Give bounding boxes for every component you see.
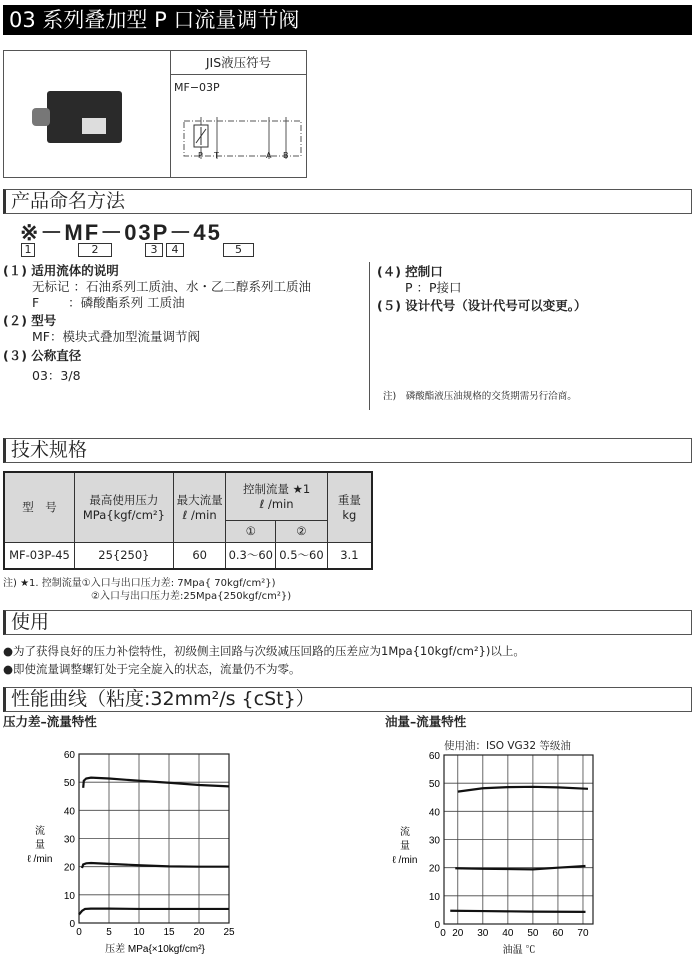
y-tick-label: 0 <box>434 920 440 931</box>
item-4-label: (４) 控制口 <box>377 264 443 279</box>
x-tick-label: 20 <box>452 928 464 939</box>
y-tick-label: 50 <box>428 779 440 791</box>
cell-c1: 0.3～60 <box>226 542 276 569</box>
x-tick-label: 60 <box>552 928 564 939</box>
x-tick-label: 0 <box>440 928 446 939</box>
code-box-1: 1 <box>21 243 35 257</box>
spec-table <box>3 471 373 570</box>
item-3-label: (３) 公称直径 <box>3 348 82 363</box>
cell-weight: 3.1 <box>327 542 372 569</box>
x-tick-label: 5 <box>106 927 112 938</box>
y-axis-label: 流 <box>400 827 410 838</box>
item-3-line: 03：3/8 <box>32 368 81 383</box>
divider <box>369 262 370 410</box>
x-tick-label: 20 <box>193 927 205 938</box>
series-line-2 <box>82 863 229 868</box>
cell-maxflow: 60 <box>173 542 226 569</box>
x-tick-label: 15 <box>163 927 175 938</box>
x-tick-label: 70 <box>577 928 589 939</box>
page-title: 03 系列叠加型 P 口流量调节阀 <box>3 5 692 35</box>
code-box-3: 3 <box>145 243 163 257</box>
y-tick-label: 40 <box>428 807 440 819</box>
y-tick-label: 50 <box>63 778 75 790</box>
symbol-model: MF−03P <box>174 81 220 94</box>
y-axis-label: 量 <box>400 841 410 852</box>
series-line-1 <box>458 787 588 792</box>
naming-note: 注) 磷酸酯液压油规格的交货期需另行洽商。 <box>383 391 577 402</box>
y-tick-label: 60 <box>63 750 75 761</box>
y-tick-label: 0 <box>69 919 75 930</box>
y-axis-label: 量 <box>35 840 45 851</box>
x-axis-label: 油温 ℃ <box>502 945 536 956</box>
item-1-label: (１) 适用流体的说明 <box>3 263 119 278</box>
x-tick-label: 50 <box>527 928 539 939</box>
cell-pressure: 25{250} <box>74 542 173 569</box>
cell-c2: 0.5～60 <box>276 542 328 569</box>
th-model: 型 号 <box>4 472 74 542</box>
y-axis-label: ℓ /min <box>392 855 418 866</box>
hydraulic-symbol <box>174 109 309 159</box>
performance-heading: 性能曲线（粘度:32mm²/s {cSt}） <box>3 687 692 712</box>
th-c1: ① <box>226 520 276 542</box>
specs-heading: 技术规格 <box>3 438 692 463</box>
y-tick-label: 60 <box>428 751 440 762</box>
th-weight: 重量 kg <box>327 472 372 542</box>
x-tick-label: 25 <box>223 927 235 938</box>
th-c2: ② <box>276 520 328 542</box>
usage-heading: 使用 <box>3 610 692 635</box>
charts <box>0 740 700 963</box>
th-maxflow: 最大流量 ℓ /min <box>173 472 226 542</box>
th-ctrl: 控制流量 ★1 ℓ /min <box>226 472 327 520</box>
th-pressure: 最高使用压力 MPa{kgf/cm²} <box>74 472 173 542</box>
symbol-header: JIS液压符号 <box>205 55 272 70</box>
y-tick-label: 20 <box>63 862 75 874</box>
item-1-line: F ：磷酸酯系列 工质油 <box>32 295 185 310</box>
naming-heading: 产品命名方法 <box>3 189 692 214</box>
series-line-3 <box>450 911 585 912</box>
y-axis-label: ℓ /min <box>27 854 53 865</box>
table-row <box>4 542 372 569</box>
x-tick-label: 10 <box>133 927 145 938</box>
model-code: ※－MF－03P－45 <box>20 220 222 245</box>
y-tick-label: 40 <box>63 806 75 818</box>
y-tick-label: 30 <box>63 834 75 846</box>
code-box-4: 4 <box>166 243 184 257</box>
item-4-line: P ：P接口 <box>405 280 462 295</box>
x-axis-label: 压差 MPa{×10kgf/cm²} <box>105 944 205 955</box>
valve-photo <box>32 86 132 146</box>
y-tick-label: 10 <box>428 891 440 903</box>
port-p: P <box>198 151 203 160</box>
cell-model: MF-03P-45 <box>4 542 74 569</box>
port-b: B <box>283 151 289 160</box>
code-box-5: 5 <box>223 243 254 257</box>
usage-bullet: ●即使流量调整螺钉处于完全旋入的状态，流量仍不为零。 <box>3 662 301 676</box>
series-line-1 <box>83 778 229 788</box>
x-tick-label: 0 <box>76 927 82 938</box>
y-tick-label: 30 <box>428 835 440 847</box>
item-1-line: 无标记 ：石油系列工质油、水・乙二醇系列工质油 <box>32 279 311 294</box>
item-2-label: (２) 型号 <box>3 313 57 328</box>
spec-note: ②入口与出口压力差:25Mpa{250kgf/cm²}) <box>91 591 292 602</box>
series-line-3 <box>79 909 229 915</box>
port-a: A <box>266 151 272 160</box>
code-box-2: 2 <box>78 243 112 257</box>
usage-bullet: ●为了获得良好的压力补偿特性，初级侧主回路与次级减压回路的压差应为1Mpa{10kgf/cm²})以上。 <box>3 644 525 658</box>
product-box <box>3 50 307 178</box>
y-tick-label: 20 <box>428 863 440 875</box>
chart1-title: 压力差–流量特性 <box>3 714 97 729</box>
item-2-line: MF：模块式叠加型流量调节阀 <box>32 329 200 344</box>
x-tick-label: 30 <box>477 928 489 939</box>
y-tick-label: 10 <box>63 890 75 902</box>
item-5-label: (５) 设计代号（设计代号可以变更。） <box>377 298 587 313</box>
chart2-title: 油量–流量特性 <box>385 714 467 729</box>
spec-note: 注) ★1. 控制流量①入口与出口压力差: 7Mpa{ 70kgf/cm²}) <box>3 578 276 589</box>
port-t: T <box>214 151 219 160</box>
x-tick-label: 40 <box>502 928 514 939</box>
y-axis-label: 流 <box>35 826 45 837</box>
chart2-subtitle: 使用油：ISO VG32 等级油 <box>444 740 571 752</box>
